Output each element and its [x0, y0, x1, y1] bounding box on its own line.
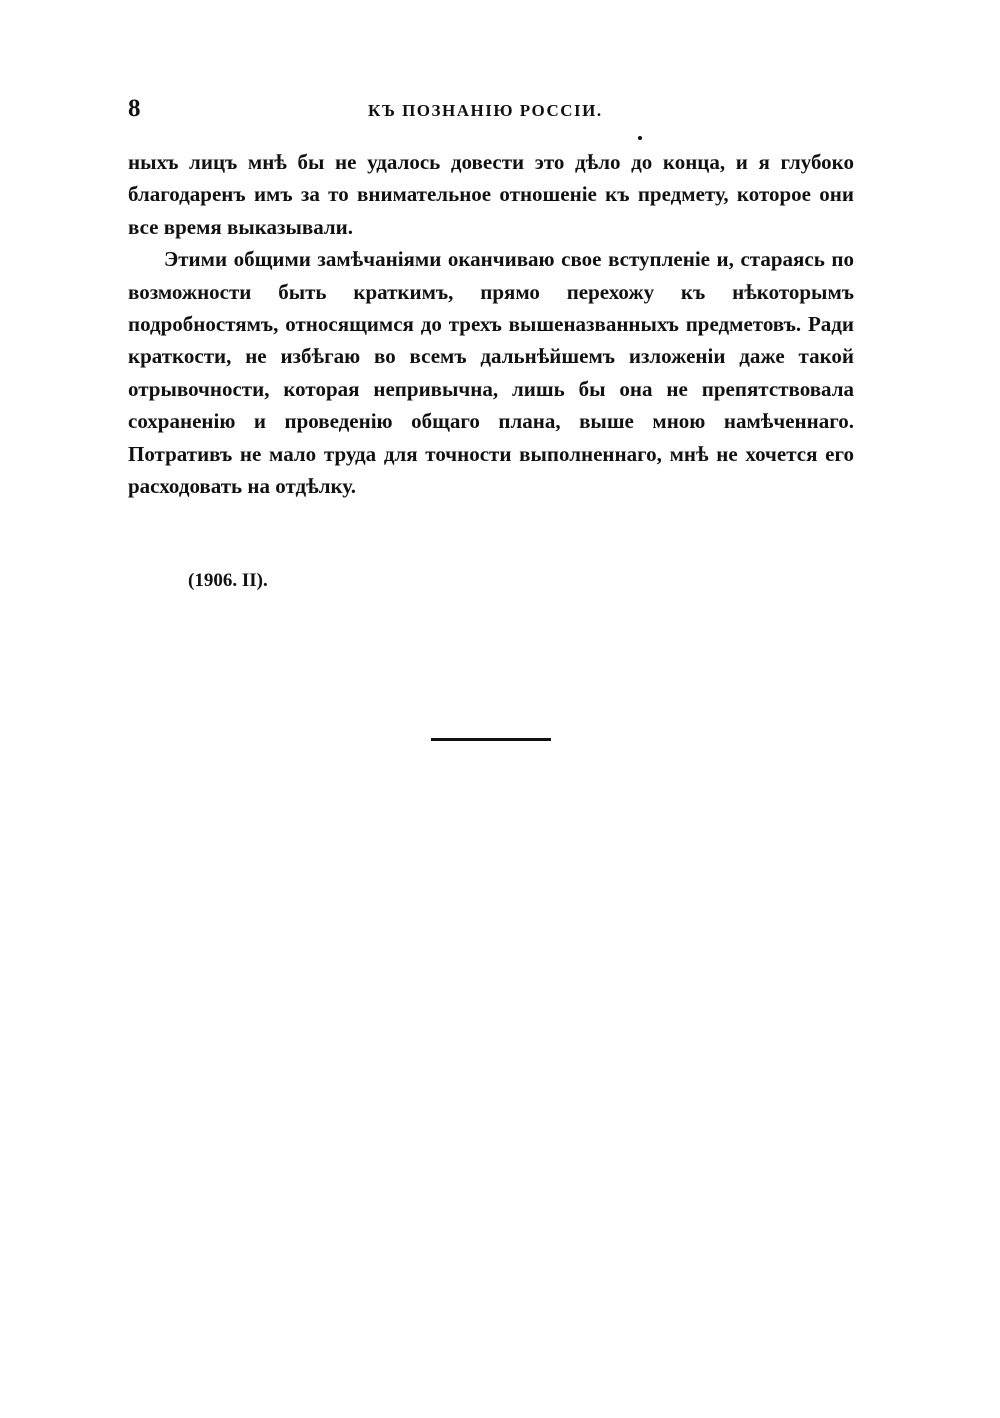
paragraph: Этими общими замѣчаніями оканчиваю свое вступленіе и, стараясь по возможности быть краткимъ, прямо перехожу къ нѣкоторымъ подробностямъ, относящимся до трехъ вышеназванныхъ предметовъ. Ради краткости, не избѣгаю во всемъ дальнѣйшемъ изложеніи даже такой отрывочности, которая непривычна, лишь бы она не препятствовала сохраненію и проведенію общаго плана, выше мною намѣченнаго. Потративъ не мало труда для точности выполненнаго, мнѣ не хочется его расходовать на отдѣлку.	[128, 247, 854, 499]
paragraph-continuation: ныхъ лицъ мнѣ бы не удалось довести это дѣло до конца, и я глубоко благодаренъ имъ за то внимательное отношеніе къ предмету, которое они все время выказывали.	[128, 150, 854, 239]
section-end-rule	[431, 738, 551, 741]
body-text	[128, 146, 854, 502]
print-speck	[638, 136, 642, 140]
page-number: 8	[128, 95, 141, 122]
dateline: (1906. II).	[188, 570, 268, 591]
running-title: КЪ ПОЗНАНІЮ РОССІИ.	[368, 101, 603, 120]
